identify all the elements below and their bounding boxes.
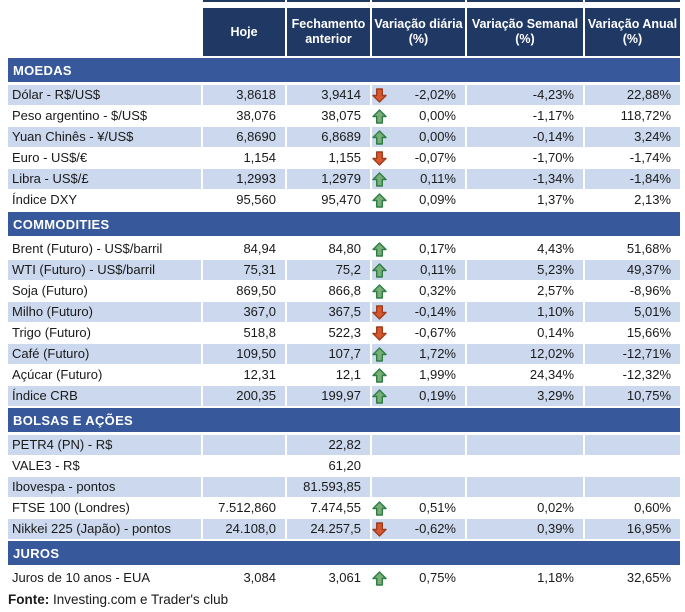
variacao-diaria-cell (372, 323, 465, 343)
instrument-label: Yuan Chinês - ¥/US$ (8, 127, 201, 147)
arrow-up-icon (372, 171, 389, 187)
trend-arrow-icon (372, 458, 389, 474)
variacao-anual-value: -12,71% (585, 344, 680, 364)
variacao-anual-value: 32,65% (626, 570, 671, 585)
header-variacao-diaria: Variação diária (%) (372, 8, 465, 56)
variacao-diaria-value: -0,07% (414, 150, 456, 165)
variacao-diaria-cell (372, 239, 465, 259)
table-row (8, 106, 680, 126)
instrument-label: Café (Futuro) (8, 344, 201, 364)
instrument-label: Libra - US$/£ (8, 169, 201, 189)
arrow-up-icon (372, 283, 389, 299)
table-row (8, 477, 680, 497)
instrument-label: Índice DXY (12, 192, 78, 207)
table-row (8, 281, 680, 301)
variacao-diaria-cell (372, 85, 465, 105)
hoje-value (203, 435, 285, 455)
variacao-anual-value: 16,95% (585, 519, 680, 539)
fechamento-anterior-value: 522,3 (328, 325, 361, 340)
fechamento-anterior-value: 3,9414 (287, 85, 370, 105)
table-top-border (8, 0, 680, 2)
variacao-semanal-value (467, 456, 583, 476)
fechamento-anterior-value: 866,8 (328, 283, 361, 298)
variacao-semanal-value: -1,17% (532, 108, 574, 123)
table-row (8, 85, 680, 105)
variacao-semanal-value: 4,43% (537, 241, 574, 256)
variacao-anual-value (585, 477, 680, 497)
fechamento-anterior-value: 3,061 (328, 570, 361, 585)
hoje-value: 200,35 (203, 386, 285, 406)
hoje-value: 109,50 (203, 344, 285, 364)
header-variacao-anual: Variação Anual (%) (585, 8, 680, 56)
header-variacao-semanal: Variação Semanal (%) (467, 8, 583, 56)
instrument-label: Nikkei 225 (Japão) - pontos (8, 519, 201, 539)
variacao-diaria-cell (372, 169, 465, 189)
source-label: Fonte: (8, 592, 50, 607)
hoje-value: 6,8690 (203, 127, 285, 147)
fechamento-anterior-value: 95,470 (321, 192, 361, 207)
variacao-anual-value (585, 456, 680, 476)
fechamento-anterior-value: 12,1 (335, 367, 361, 382)
table-row (8, 190, 680, 210)
variacao-diaria-value: 0,17% (419, 241, 456, 256)
fechamento-anterior-value: 1,155 (328, 150, 361, 165)
variacao-diaria-cell (372, 477, 465, 497)
hoje-value: 7.512,860 (218, 500, 276, 515)
variacao-semanal-value (467, 435, 583, 455)
table-body (8, 58, 680, 588)
header-empty-cell (8, 8, 201, 56)
variacao-anual-value: -12,32% (622, 367, 671, 382)
table-row (8, 302, 680, 322)
hoje-value: 1,154 (243, 150, 276, 165)
hoje-value: 518,8 (243, 325, 276, 340)
section-header (8, 212, 680, 236)
instrument-label: Dólar - R$/US$ (8, 85, 201, 105)
header-fechamento-anterior: Fechamento anterior (287, 8, 370, 56)
arrow-down-icon (372, 304, 389, 320)
instrument-label: Açúcar (Futuro) (12, 367, 103, 382)
arrow-down-icon (372, 150, 389, 166)
variacao-anual-value: 0,60% (634, 500, 671, 515)
hoje-value: 3,8618 (203, 85, 285, 105)
fechamento-anterior-value: 7.474,55 (310, 500, 361, 515)
fechamento-anterior-value: 24.257,5 (287, 519, 370, 539)
table-row (8, 127, 680, 147)
top-border-blank (8, 0, 201, 2)
table-row (8, 365, 680, 385)
variacao-diaria-value: 0,09% (419, 192, 456, 207)
table-row (8, 148, 680, 168)
variacao-diaria-cell (372, 498, 465, 518)
instrument-label: VALE3 - R$ (12, 458, 80, 473)
variacao-semanal-value: 12,02% (467, 344, 583, 364)
variacao-diaria-value: 1,72% (419, 346, 456, 361)
variacao-diaria-value: -2,02% (414, 87, 456, 102)
variacao-diaria-cell (372, 127, 465, 147)
variacao-diaria-value: 0,32% (419, 283, 456, 298)
variacao-semanal-value: -4,23% (467, 85, 583, 105)
variacao-diaria-value: -0,67% (414, 325, 456, 340)
fechamento-anterior-value: 6,8689 (287, 127, 370, 147)
section-title: MOEDAS (13, 62, 72, 78)
variacao-diaria-cell (372, 281, 465, 301)
table-row (8, 344, 680, 364)
variacao-semanal-value: 2,57% (537, 283, 574, 298)
variacao-diaria-cell (372, 302, 465, 322)
arrow-up-icon (372, 367, 389, 383)
table-row (8, 568, 680, 588)
hoje-value (203, 477, 285, 497)
trend-arrow-icon (372, 479, 389, 495)
hoje-value: 24.108,0 (203, 519, 285, 539)
variacao-semanal-value: 1,10% (467, 302, 583, 322)
variacao-diaria-cell (372, 190, 465, 210)
instrument-label: FTSE 100 (Londres) (12, 500, 130, 515)
hoje-value: 367,0 (203, 302, 285, 322)
arrow-down-icon (372, 521, 389, 537)
variacao-diaria-value: 0,11% (420, 171, 456, 186)
variacao-anual-value: -1,84% (585, 169, 680, 189)
fechamento-anterior-value: 367,5 (287, 302, 370, 322)
variacao-diaria-cell (372, 260, 465, 280)
hoje-value: 3,084 (243, 570, 276, 585)
variacao-anual-value: 15,66% (626, 325, 671, 340)
fechamento-anterior-value: 107,7 (287, 344, 370, 364)
variacao-anual-value: 2,13% (634, 192, 671, 207)
table-row (8, 169, 680, 189)
variacao-semanal-value (467, 477, 583, 497)
variacao-diaria-cell (372, 106, 465, 126)
fechamento-anterior-value: 84,80 (328, 241, 361, 256)
table-row (8, 260, 680, 280)
hoje-value: 38,076 (236, 108, 276, 123)
arrow-up-icon (372, 346, 389, 362)
variacao-anual-value (585, 435, 680, 455)
instrument-label: Trigo (Futuro) (12, 325, 91, 340)
instrument-label: Brent (Futuro) - US$/barril (12, 241, 163, 256)
variacao-anual-value: -8,96% (629, 283, 671, 298)
instrument-label: WTI (Futuro) - US$/barril (8, 260, 201, 280)
hoje-value (203, 456, 285, 476)
header-hoje: Hoje (203, 8, 285, 56)
arrow-up-icon (372, 570, 389, 586)
variacao-diaria-value: 0,19% (419, 388, 456, 403)
hoje-value: 869,50 (236, 283, 276, 298)
trend-arrow-icon (372, 437, 389, 453)
table-row (8, 519, 680, 539)
fechamento-anterior-value: 1,2979 (287, 169, 370, 189)
variacao-semanal-value: 1,18% (537, 570, 574, 585)
section-title: COMMODITIES (13, 216, 110, 232)
variacao-diaria-value: 1,99% (419, 367, 456, 382)
arrow-up-icon (372, 241, 389, 257)
arrow-up-icon (372, 262, 389, 278)
table-row (8, 239, 680, 259)
variacao-anual-value: 118,72% (620, 108, 671, 123)
arrow-up-icon (372, 500, 389, 516)
variacao-semanal-value: 0,39% (467, 519, 583, 539)
instrument-label: Euro - US$/€ (12, 150, 88, 165)
source-note (8, 592, 680, 607)
variacao-semanal-value: 0,14% (537, 325, 574, 340)
variacao-diaria-value: -0,62% (414, 521, 456, 536)
arrow-up-icon (372, 388, 389, 404)
instrument-label: Milho (Futuro) (8, 302, 201, 322)
fechamento-anterior-value: 22,82 (287, 435, 370, 455)
table-row (8, 435, 680, 455)
hoje-value: 95,560 (236, 192, 276, 207)
variacao-diaria-value: 0,51% (419, 500, 456, 515)
variacao-anual-value: -1,74% (629, 150, 671, 165)
variacao-anual-value: 51,68% (626, 241, 671, 256)
instrument-label: Soja (Futuro) (12, 283, 88, 298)
fechamento-anterior-value: 61,20 (328, 458, 361, 473)
arrow-up-icon (372, 129, 389, 145)
table-row (8, 456, 680, 476)
fechamento-anterior-value: 199,97 (287, 386, 370, 406)
table-row (8, 498, 680, 518)
table-row (8, 323, 680, 343)
variacao-diaria-cell (372, 148, 465, 168)
variacao-semanal-value: -0,14% (467, 127, 583, 147)
variacao-diaria-value: 0,00% (419, 108, 456, 123)
hoje-value: 12,31 (243, 367, 276, 382)
variacao-anual-value: 49,37% (585, 260, 680, 280)
section-header (8, 541, 680, 565)
section-header (8, 58, 680, 82)
variacao-semanal-value: -1,70% (532, 150, 574, 165)
variacao-semanal-value: 24,34% (529, 367, 574, 382)
source-text: Investing.com e Trader's club (49, 592, 229, 607)
instrument-label: Juros de 10 anos - EUA (12, 570, 151, 585)
instrument-label: Índice CRB (8, 386, 201, 406)
variacao-diaria-cell (372, 344, 465, 364)
variacao-semanal-value: -1,34% (467, 169, 583, 189)
arrow-down-icon (372, 87, 389, 103)
variacao-anual-value: 22,88% (585, 85, 680, 105)
hoje-value: 84,94 (243, 241, 276, 256)
table-row (8, 386, 680, 406)
variacao-diaria-value: -0,14% (414, 304, 456, 319)
instrument-label: Peso argentino - $/US$ (12, 108, 148, 123)
variacao-anual-value: 3,24% (585, 127, 680, 147)
fechamento-anterior-value: 38,075 (321, 108, 361, 123)
variacao-semanal-value: 0,02% (537, 500, 574, 515)
arrow-up-icon (372, 192, 389, 208)
section-title: JUROS (13, 545, 60, 561)
variacao-diaria-value: 0,75% (419, 570, 456, 585)
variacao-semanal-value: 1,37% (537, 192, 574, 207)
table-header-row (8, 8, 680, 56)
instrument-label: Ibovespa - pontos (8, 477, 201, 497)
section-title: BOLSAS E AÇÕES (13, 412, 134, 428)
variacao-diaria-value: 0,11% (420, 262, 456, 277)
variacao-diaria-cell (372, 568, 465, 588)
arrow-down-icon (372, 325, 389, 341)
variacao-diaria-cell (372, 456, 465, 476)
variacao-diaria-cell (372, 519, 465, 539)
arrow-up-icon (372, 108, 389, 124)
instrument-label: PETR4 (PN) - R$ (8, 435, 201, 455)
variacao-diaria-cell (372, 365, 465, 385)
variacao-diaria-cell (372, 386, 465, 406)
variacao-diaria-value: 0,00% (419, 129, 456, 144)
hoje-value: 1,2993 (203, 169, 285, 189)
variacao-diaria-cell (372, 435, 465, 455)
variacao-semanal-value: 5,23% (467, 260, 583, 280)
section-header (8, 408, 680, 432)
variacao-anual-value: 5,01% (585, 302, 680, 322)
variacao-semanal-value: 3,29% (467, 386, 583, 406)
variacao-anual-value: 10,75% (585, 386, 680, 406)
fechamento-anterior-value: 75,2 (287, 260, 370, 280)
fechamento-anterior-value: 81.593,85 (287, 477, 370, 497)
hoje-value: 75,31 (203, 260, 285, 280)
